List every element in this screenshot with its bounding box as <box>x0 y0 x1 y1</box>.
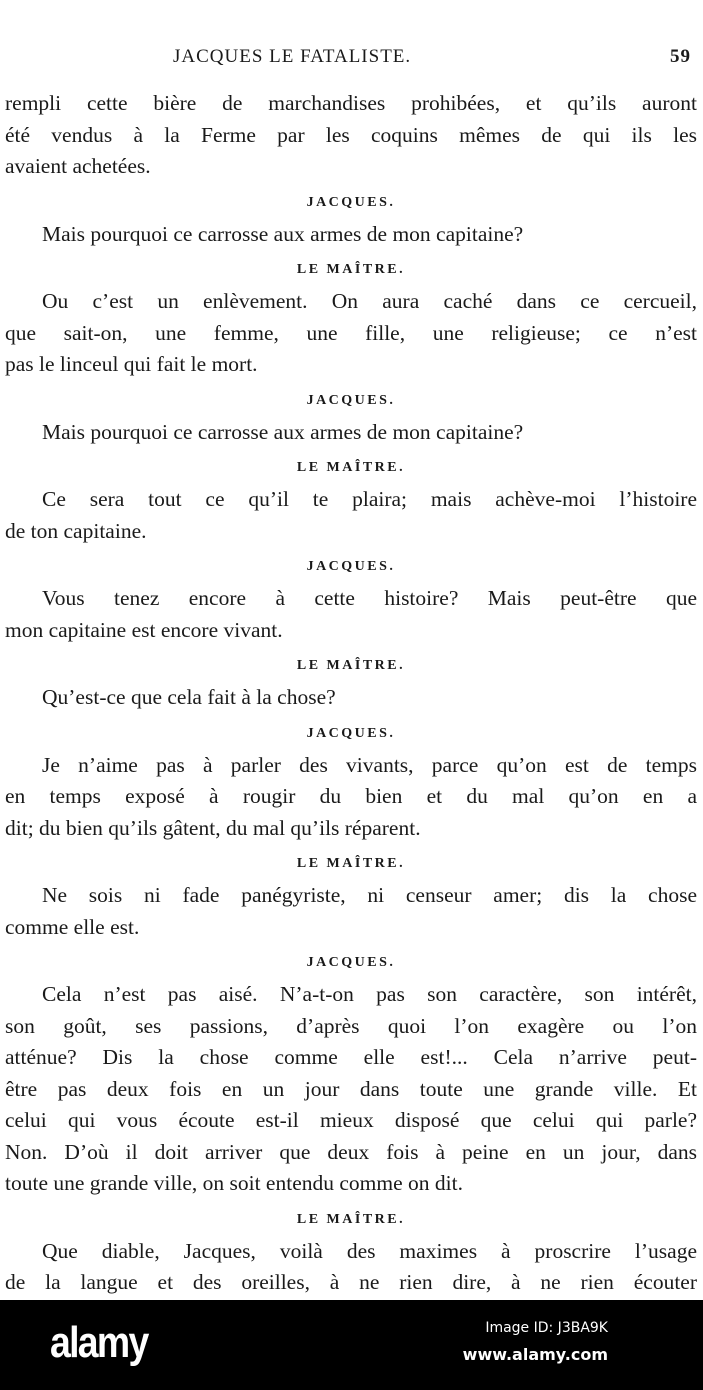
text-line: Non. D’où il doit arriver que deux fois à peine en un jour, dans <box>5 1139 697 1164</box>
speaker-label: JACQUES. <box>306 392 396 408</box>
speaker-label: JACQUES. <box>306 955 396 970</box>
text-line: Ou c’est un enlèvement. On aura caché dans ce cercueil, <box>42 289 697 313</box>
running-title: JACQUES LE FATALISTE. <box>173 46 412 67</box>
text-line: rempli cette bière de marchandises prohibées, et qu’ils auront <box>5 91 697 115</box>
text-line: de ton capitaine. <box>5 518 147 543</box>
text-line: Mais pourquoi ce carrosse aux armes de mon capitaine? <box>42 221 524 246</box>
speaker-label: JACQUES. <box>306 725 396 741</box>
text-line: de la langue et des oreilles, à ne rien dire, à ne rien écouter <box>5 1270 697 1294</box>
text-line: en temps exposé à rougir du bien et du mal qu’on en a <box>5 784 697 808</box>
speaker-label: LE MAÎTRE. <box>296 262 406 277</box>
text-line: Cela n’est pas aisé. N’a-t-on pas son caractère, son intérêt, <box>42 982 697 1006</box>
text-line: celui qui vous écoute est-il mieux disposé que celui qui parle? <box>5 1108 697 1132</box>
image-id: Image ID: J3BA9K <box>485 1320 608 1336</box>
text-line: son goût, ses passions, d’après quoi l’on exagère ou l’on <box>5 1013 697 1038</box>
text-line: atténue? Dis la chose comme elle est!... Cela n’arrive peut- <box>5 1045 697 1069</box>
page-number: 59 <box>670 46 691 67</box>
speaker-label: LE MAÎTRE. <box>296 856 406 871</box>
text-line: avaient achetées. <box>5 154 151 178</box>
text-line: que sait-on, une femme, une fille, une religieuse; ce n’est <box>5 320 697 345</box>
text-line: Je n’aime pas à parler des vivants, parce qu’on est de temps <box>42 752 697 777</box>
page-body <box>5 88 697 1299</box>
text-line: Ne sois ni fade panégyriste, ni censeur amer; dis la chose <box>42 883 697 907</box>
text-line: été vendus à la Ferme par les coquins mêmes de qui ils les <box>5 122 697 147</box>
text-line: toute une grande ville, on soit entendu comme on dit. <box>5 1171 463 1195</box>
alamy-logo: alamy <box>50 1318 148 1367</box>
text-line: pas le linceul qui fait le mort. <box>5 352 258 376</box>
text-line: être pas deux fois en un jour dans toute une grande ville. Et <box>5 1076 697 1101</box>
running-header <box>5 46 697 76</box>
text-line: Qu’est-ce que cela fait à la chose? <box>42 685 336 709</box>
watermark-banner <box>0 1300 703 1390</box>
text-line: Que diable, Jacques, voilà des maximes à proscrire l’usage <box>42 1238 697 1263</box>
watermark-url: www.alamy.com <box>462 1345 608 1364</box>
speaker-label: LE MAÎTRE. <box>296 460 406 475</box>
text-line: mon capitaine est encore vivant. <box>5 617 283 642</box>
text-line: Ce sera tout ce qu’il te plaira; mais achève-moi l’histoire <box>42 487 697 511</box>
speaker-label: JACQUES. <box>306 194 396 210</box>
text-line: dit; du bien qu’ils gâtent, du mal qu’ils réparent. <box>5 815 421 840</box>
text-line: Mais pourquoi ce carrosse aux armes de mon capitaine? <box>42 419 524 444</box>
speaker-label: LE MAÎTRE. <box>296 1211 406 1227</box>
text-line: comme elle est. <box>5 914 140 939</box>
speaker-label: JACQUES. <box>306 559 396 574</box>
text-line: Vous tenez encore à cette histoire? Mais peut-être que <box>42 586 697 610</box>
speaker-label: LE MAÎTRE. <box>296 658 406 673</box>
